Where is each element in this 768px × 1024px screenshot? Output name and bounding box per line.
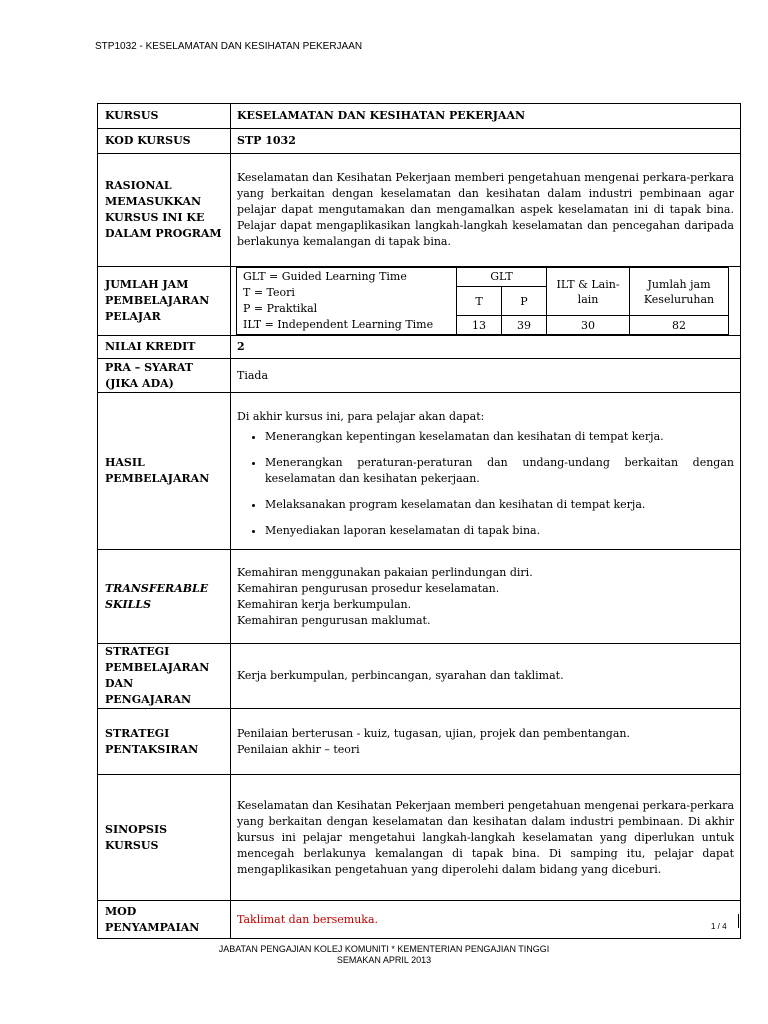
row-kod-kursus bbox=[98, 129, 741, 154]
row-hasil-pembelajaran bbox=[98, 393, 741, 550]
label-hasil-pembelajaran: HASIL PEMBELAJARAN bbox=[98, 393, 231, 550]
pentaksiran-line-2: Penilaian akhir – teori bbox=[237, 742, 360, 756]
row-mod-penyampaian bbox=[98, 901, 741, 939]
label-transferable-skills: TRANSFERABLE SKILLS bbox=[98, 550, 231, 644]
def-ilt: ILT = Independent Learning Time bbox=[243, 318, 434, 331]
footer-line-1: JABATAN PENGAJIAN KOLEJ KOMUNITI * KEMENTERIAN PENGAJIAN TINGGI bbox=[218, 944, 550, 954]
row-nilai-kredit bbox=[98, 336, 741, 359]
row-strategi-pentaksiran bbox=[98, 709, 741, 775]
skill-item: Kemahiran pengurusan maklumat. bbox=[237, 613, 431, 627]
value-kod-kursus: STP 1032 bbox=[231, 129, 741, 154]
list-item: • Menerangkan peraturan-peraturan dan undang-undang berkaitan dengan keselamatan dan kesihatan pekerjaan. bbox=[265, 455, 734, 487]
t-header: T bbox=[457, 286, 502, 315]
label-kursus: KURSUS bbox=[98, 104, 231, 129]
label-jumlah-jam: JUMLAH JAM PEMBELAJARAN PELAJAR bbox=[98, 267, 231, 336]
page-footer bbox=[0, 944, 768, 966]
value-prasyarat: Tiada bbox=[231, 359, 741, 393]
total-header: Jumlah jam Keseluruhan bbox=[630, 268, 729, 316]
label-rasional: RASIONAL MEMASUKKAN KURSUS INI KE DALAM PROGRAM bbox=[98, 154, 231, 267]
p-value: 39 bbox=[502, 316, 547, 335]
def-p: P = Praktikal bbox=[243, 302, 318, 315]
def-t: T = Teori bbox=[243, 286, 295, 299]
label-sinopsis: SINOPSIS KURSUS bbox=[98, 775, 231, 901]
label-strategi-pembelajaran: STRATEGI PEMBELAJARAN DAN PENGAJARAN bbox=[98, 644, 231, 709]
label-nilai-kredit: NILAI KREDIT bbox=[98, 336, 231, 359]
row-rasional bbox=[98, 154, 741, 267]
hours-definitions bbox=[237, 268, 457, 335]
label-prasyarat: PRA – SYARAT (JIKA ADA) bbox=[98, 359, 231, 393]
value-strategi-pentaksiran bbox=[231, 709, 741, 775]
label-kod-kursus: KOD KURSUS bbox=[98, 129, 231, 154]
value-sinopsis: Keselamatan dan Kesihatan Pekerjaan memberi pengetahuan mengenai perkara-perkara yang berkaitan dengan keselamatan dan kesihatan dalam industri pembinaan. Di akhir kursus ini pelajar mengetahui langkah-langkah keselamatan yang diperlukan untuk mencegah berlakunya kemalangan di tapak bina. Di samping itu, pelajar dapat mengaplikasikan pengetahuan yang diperolehi dalam bidang yang diceburi. bbox=[231, 775, 741, 901]
ilt-header: ILT & Lain-lain bbox=[547, 268, 630, 316]
list-item: • Melaksanakan program keselamatan dan kesihatan di tempat kerja. bbox=[265, 497, 734, 513]
label-strategi-pentaksiran: STRATEGI PENTAKSIRAN bbox=[98, 709, 231, 775]
value-nilai-kredit: 2 bbox=[231, 336, 741, 359]
page-header: STP1032 - KESELAMATAN DAN KESIHATAN PEKERJAAN bbox=[95, 41, 363, 52]
t-value: 13 bbox=[457, 316, 502, 335]
row-sinopsis bbox=[98, 775, 741, 901]
total-value: 82 bbox=[630, 316, 729, 335]
hours-table bbox=[236, 267, 729, 335]
row-jumlah-jam bbox=[98, 267, 741, 336]
def-glt: GLT = Guided Learning Time bbox=[243, 270, 407, 283]
label-mod-penyampaian: MOD PENYAMPAIAN bbox=[98, 901, 231, 939]
outcome-list bbox=[237, 429, 734, 539]
list-item: • Menerangkan kepentingan keselamatan dan kesihatan di tempat kerja. bbox=[265, 429, 734, 445]
list-item: • Menyediakan laporan keselamatan di tapak bina. bbox=[265, 523, 734, 539]
value-strategi-pembelajaran: Kerja berkumpulan, perbincangan, syarahan dan taklimat. bbox=[231, 644, 741, 709]
value-jumlah-jam bbox=[231, 267, 741, 336]
footer-line-2: SEMAKAN APRIL 2013 bbox=[336, 955, 432, 965]
value-hasil-pembelajaran bbox=[231, 393, 741, 550]
row-strategi-pembelajaran bbox=[98, 644, 741, 709]
pentaksiran-line-1: Penilaian berterusan - kuiz, tugasan, ujian, projek dan pembentangan. bbox=[237, 726, 630, 740]
ilt-value: 30 bbox=[547, 316, 630, 335]
skill-item: Kemahiran menggunakan pakaian perlindungan diri. bbox=[237, 565, 533, 579]
p-header: P bbox=[502, 286, 547, 315]
row-kursus bbox=[98, 104, 741, 129]
value-rasional: Keselamatan dan Kesihatan Pekerjaan memberi pengetahuan mengenai perkara-perkara yang berkaitan dengan keselamatan dan kesihatan dalam industri pembinaan agar pelajar dapat mengutamakan dan mengamalkan aspek keselamatan ini di tapak bina. Pelajar dapat mengaplikasikan langkah-langkah keselamatan dan pencegahan daripada berlakunya kemalangan di tapak bina. bbox=[231, 154, 741, 267]
value-kursus: KESELAMATAN DAN KESIHATAN PEKERJAAN bbox=[231, 104, 741, 129]
value-mod-penyampaian: Taklimat dan bersemuka. bbox=[231, 901, 741, 939]
row-prasyarat bbox=[98, 359, 741, 393]
page-divider bbox=[738, 914, 739, 928]
glt-header: GLT bbox=[457, 268, 547, 287]
row-transferable-skills bbox=[98, 550, 741, 644]
skill-item: Kemahiran pengurusan prosedur keselamatan. bbox=[237, 581, 500, 595]
value-transferable-skills bbox=[231, 550, 741, 644]
course-info-table bbox=[97, 103, 741, 939]
page-number: 1 / 4 bbox=[711, 922, 727, 931]
skill-item: Kemahiran kerja berkumpulan. bbox=[237, 597, 412, 611]
hasil-intro: Di akhir kursus ini, para pelajar akan dapat: bbox=[237, 410, 485, 423]
